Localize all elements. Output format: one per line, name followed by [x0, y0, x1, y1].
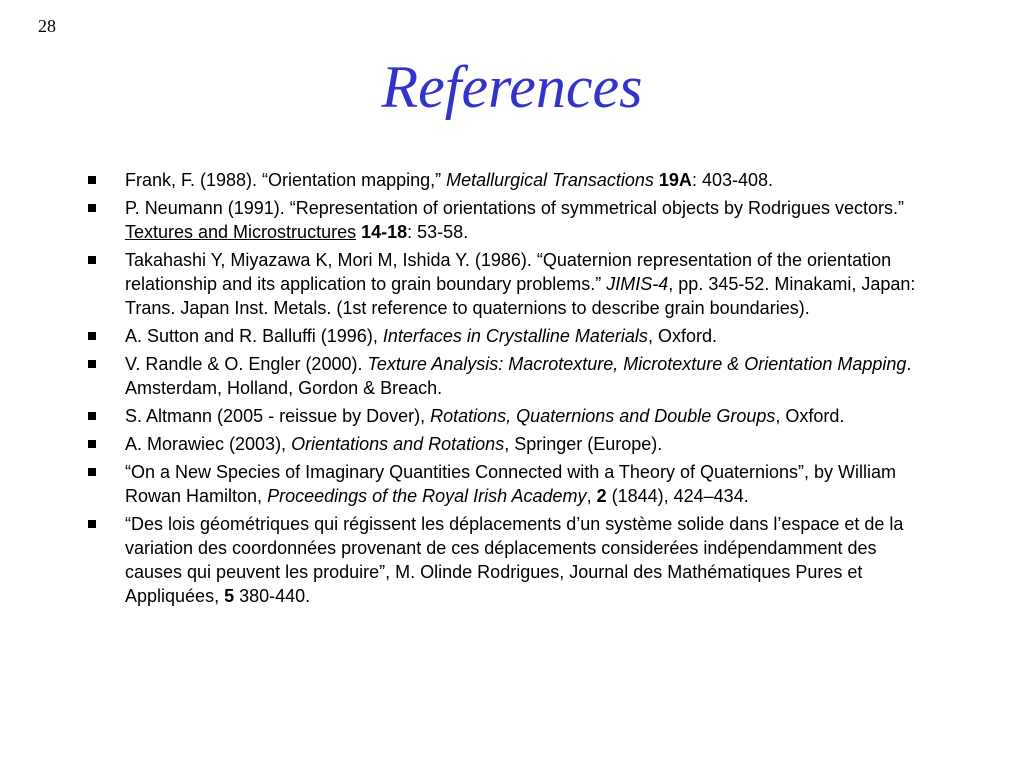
reference-item: [88, 168, 938, 192]
square-bullet-icon: [88, 256, 96, 264]
square-bullet-icon: [88, 176, 96, 184]
reference-text-segment: Frank, F. (1988). “Orientation mapping,”: [125, 170, 447, 190]
reference-item: [88, 248, 938, 320]
reference-text-segment: A. Morawiec (2003),: [125, 434, 292, 454]
reference-text-segment: 2: [596, 486, 607, 506]
reference-text-segment: , pp. 345-52. Minakami, Japan: Trans. Japan Inst. Metals. (1st reference to quaternions to describe grain boundaries).: [125, 274, 916, 318]
reference-item: [88, 324, 938, 348]
reference-text-segment: “On a New Species of Imaginary Quantities Connected with a Theory of Quaternions”, by William Rowan Hamilton,: [125, 462, 897, 506]
reference-text-segment: : 53-58.: [407, 222, 469, 242]
reference-text-segment: 19A: [658, 170, 692, 190]
square-bullet-icon: [88, 360, 96, 368]
reference-text-segment: JIMIS-4: [606, 274, 669, 294]
reference-text-segment: Texture Analysis: Macrotexture, Microtexture & Orientation Mapping: [367, 354, 907, 374]
square-bullet-icon: [88, 520, 96, 528]
reference-text-segment: Textures and Microstructures: [125, 222, 357, 242]
reference-text-segment: Rotations, Quaternions and Double Groups: [430, 406, 776, 426]
reference-text-segment: (1844), 424–434.: [606, 486, 749, 506]
reference-item: [88, 196, 938, 244]
reference-item: [88, 512, 938, 608]
reference-text-segment: , Springer (Europe).: [504, 434, 663, 454]
square-bullet-icon: [88, 468, 96, 476]
reference-text-segment: 380-440.: [234, 586, 311, 606]
square-bullet-icon: [88, 332, 96, 340]
reference-text-segment: 5: [224, 586, 235, 606]
reference-text-segment: S. Altmann (2005 - reissue by Dover),: [125, 406, 431, 426]
reference-text-segment: : 403-408.: [691, 170, 773, 190]
reference-text-segment: , Oxford.: [775, 406, 845, 426]
page-title: References: [381, 54, 643, 120]
reference-text-segment: Takahashi Y, Miyazawa K, Mori M, Ishida Y. (1986). “Quaternion representation of the orientation relationship and its application to grain boundary problems.”: [125, 250, 892, 294]
reference-list: [88, 168, 938, 612]
reference-text-segment: 14-18: [361, 222, 408, 242]
reference-text-segment: , Oxford.: [647, 326, 717, 346]
reference-text-segment: “Des lois géométriques qui régissent les déplacements d’un système solide dans l’espace et de la variation des coordonnées provenant de ces déplacements considerées indépendamment des causes qui peuvent les produire”, M. Olinde Rodrigues, Journal des Mathématiques Pures et Appliquées,: [125, 514, 904, 606]
reference-text-segment: A. Sutton and R. Balluffi (1996),: [125, 326, 383, 346]
page-number: 28: [38, 16, 56, 36]
reference-item: [88, 460, 938, 508]
reference-text-segment: Orientations and Rotations: [291, 434, 505, 454]
reference-item: [88, 352, 938, 400]
square-bullet-icon: [88, 440, 96, 448]
reference-text-segment: . Amsterdam, Holland, Gordon & Breach.: [125, 354, 912, 398]
reference-text-segment: V. Randle & O. Engler (2000).: [125, 354, 368, 374]
square-bullet-icon: [88, 204, 96, 212]
reference-item: [88, 432, 938, 456]
reference-text-segment: Proceedings of the Royal Irish Academy: [267, 486, 587, 506]
reference-text-segment: Metallurgical Transactions: [446, 170, 654, 190]
reference-text-segment: ,: [586, 486, 597, 506]
reference-text-segment: P. Neumann (1991). “Representation of orientations of symmetrical objects by Rodrigues vectors.”: [125, 198, 905, 218]
reference-item: [88, 404, 938, 428]
square-bullet-icon: [88, 412, 96, 420]
reference-text-segment: Interfaces in Crystalline Materials: [382, 326, 648, 346]
